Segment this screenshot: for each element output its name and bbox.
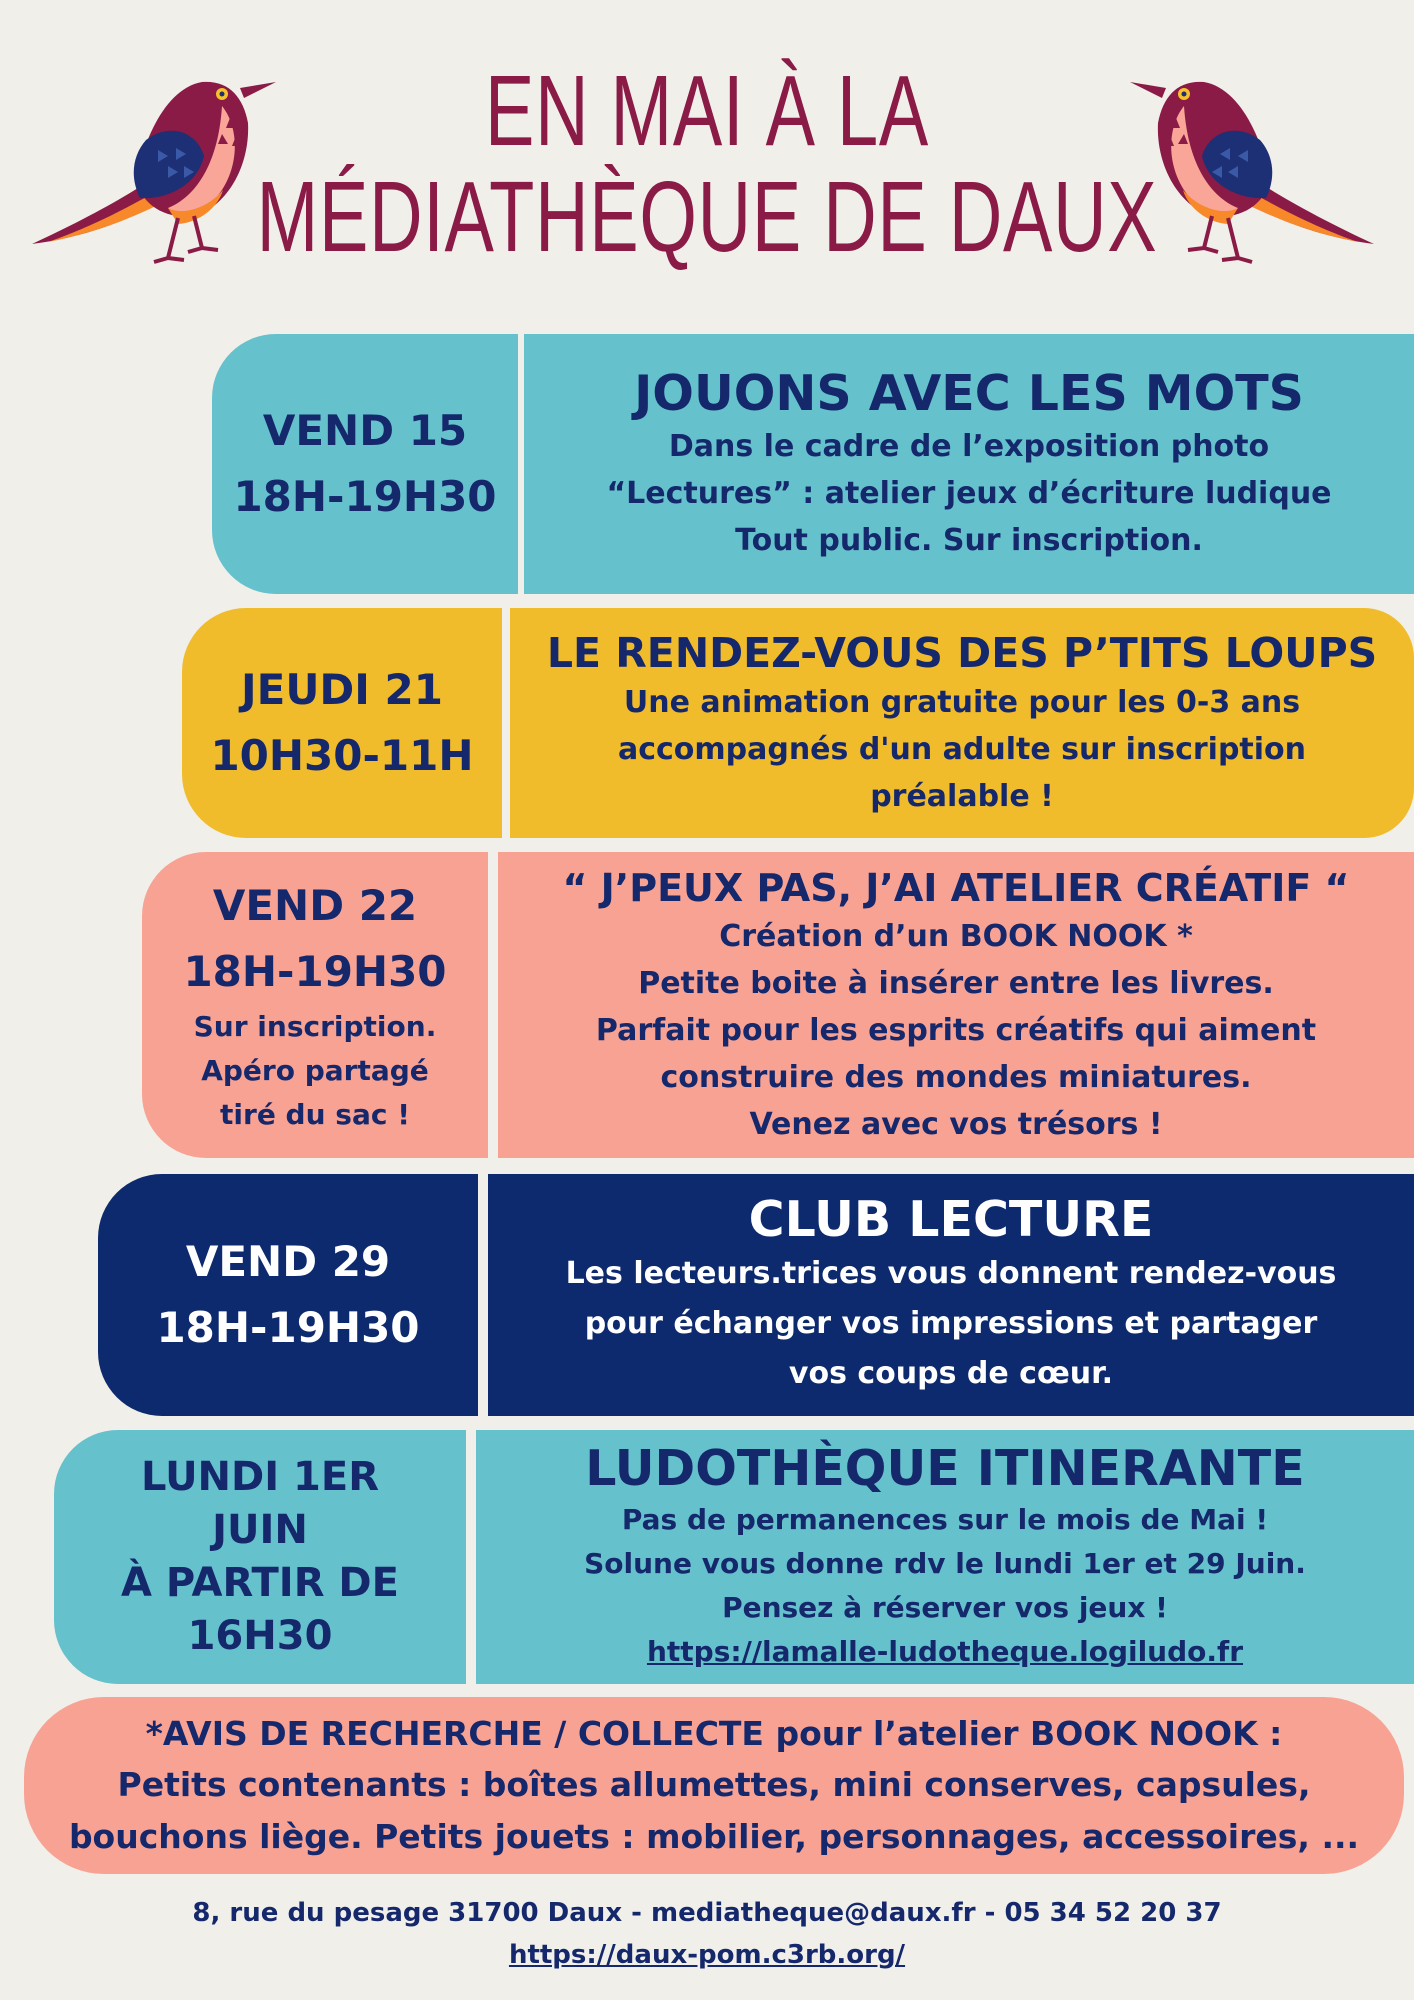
event-date: JEUDI 21 — [241, 665, 443, 714]
collect-title: *AVIS DE RECHERCHE / COLLECTE pour l’atelier BOOK NOOK : — [145, 1713, 1283, 1753]
footer — [0, 1892, 1414, 1976]
event-date-box — [212, 334, 518, 594]
event-line: Dans le cadre de l’exposition photo — [668, 428, 1270, 464]
event-date-box — [142, 852, 488, 1158]
event-date: LUNDI 1ER — [141, 1454, 379, 1500]
title-line-1: EN MAI À LA — [484, 55, 930, 167]
event-line: accompagnés d'un adulte sur inscription — [617, 731, 1307, 767]
event-desc-box — [498, 852, 1414, 1158]
event-date-box — [98, 1174, 478, 1416]
event-line: Création d’un BOOK NOOK * — [719, 918, 1193, 954]
event-line: Les lecteurs.trices vous donnent rendez-vous — [565, 1256, 1337, 1291]
event-note: Sur inscription. — [193, 1010, 437, 1043]
event-date-box — [54, 1430, 466, 1684]
event-line: Petite boite à insérer entre les livres. — [638, 965, 1274, 1001]
event-line: vos coups de cœur. — [788, 1356, 1114, 1391]
event-line: préalable ! — [870, 778, 1054, 814]
event-date: JUIN — [212, 1507, 308, 1553]
event-line: Une animation gratuite pour les 0-3 ans — [623, 684, 1301, 720]
event-time: 18H-19H30 — [183, 947, 447, 996]
title-line-2: MÉDIATHÈQUE DE DAUX — [256, 161, 1158, 273]
event-date-box — [182, 608, 502, 838]
event-line: Solune vous donne rdv le lundi 1er et 29 Juin. — [584, 1547, 1306, 1580]
event-desc-box — [488, 1174, 1414, 1416]
event-date: VEND 22 — [212, 881, 418, 930]
collect-notice — [24, 1697, 1404, 1874]
event-desc-box — [524, 334, 1414, 594]
event-line: Tout public. Sur inscription. — [735, 522, 1203, 558]
ludotheque-link[interactable]: https://lamalle-ludotheque.logiludo.fr — [646, 1635, 1244, 1668]
event-title: CLUB LECTURE — [748, 1191, 1154, 1248]
event-title: LE RENDEZ-VOUS DES P’TITS LOUPS — [546, 628, 1378, 677]
event-time: 18H-19H30 — [233, 472, 497, 521]
event-time: 16H30 — [187, 1613, 333, 1659]
event-line: pour échanger vos impressions et partager — [584, 1306, 1318, 1341]
event-line: Venez avec vos trésors ! — [749, 1106, 1163, 1142]
footer-website-link[interactable]: https://daux-pom.c3rb.org/ — [508, 1940, 906, 1970]
event-date: VEND 29 — [185, 1237, 391, 1286]
event-line: construire des mondes miniatures. — [660, 1059, 1252, 1095]
bird-left-icon — [18, 38, 278, 274]
page-title — [184, 55, 1230, 273]
event-time: 10H30-11H — [210, 731, 474, 780]
event-title: LUDOTHÈQUE ITINERANTE — [585, 1440, 1305, 1497]
event-line: Pensez à réserver vos jeux ! — [722, 1591, 1168, 1624]
event-desc-box — [510, 608, 1414, 838]
event-title: “ J’PEUX PAS, J’AI ATELIER CRÉATIF “ — [562, 865, 1350, 910]
event-title: JOUONS AVEC LES MOTS — [634, 364, 1304, 422]
event-note: Apéro partagé — [201, 1054, 429, 1087]
event-note: tiré du sac ! — [220, 1098, 410, 1131]
event-date: VEND 15 — [262, 406, 468, 455]
event-line: Parfait pour les esprits créatifs qui aiment — [595, 1012, 1317, 1048]
event-time: 18H-19H30 — [156, 1303, 420, 1352]
collect-line: bouchons liège. Petits jouets : mobilier, personnages, accessoires, ... — [68, 1816, 1360, 1856]
footer-address: 8, rue du pesage 31700 Daux - mediatheque@daux.fr - 05 34 52 20 37 — [192, 1898, 1222, 1928]
bird-right-icon — [1128, 38, 1388, 274]
event-line: “Lectures” : atelier jeux d’écriture ludique — [606, 475, 1332, 511]
collect-line: Petits contenants : boîtes allumettes, mini conserves, capsules, — [117, 1764, 1311, 1804]
event-line: Pas de permanences sur le mois de Mai ! — [621, 1503, 1269, 1536]
event-desc-box — [476, 1430, 1414, 1684]
event-time: À PARTIR DE — [121, 1560, 399, 1606]
